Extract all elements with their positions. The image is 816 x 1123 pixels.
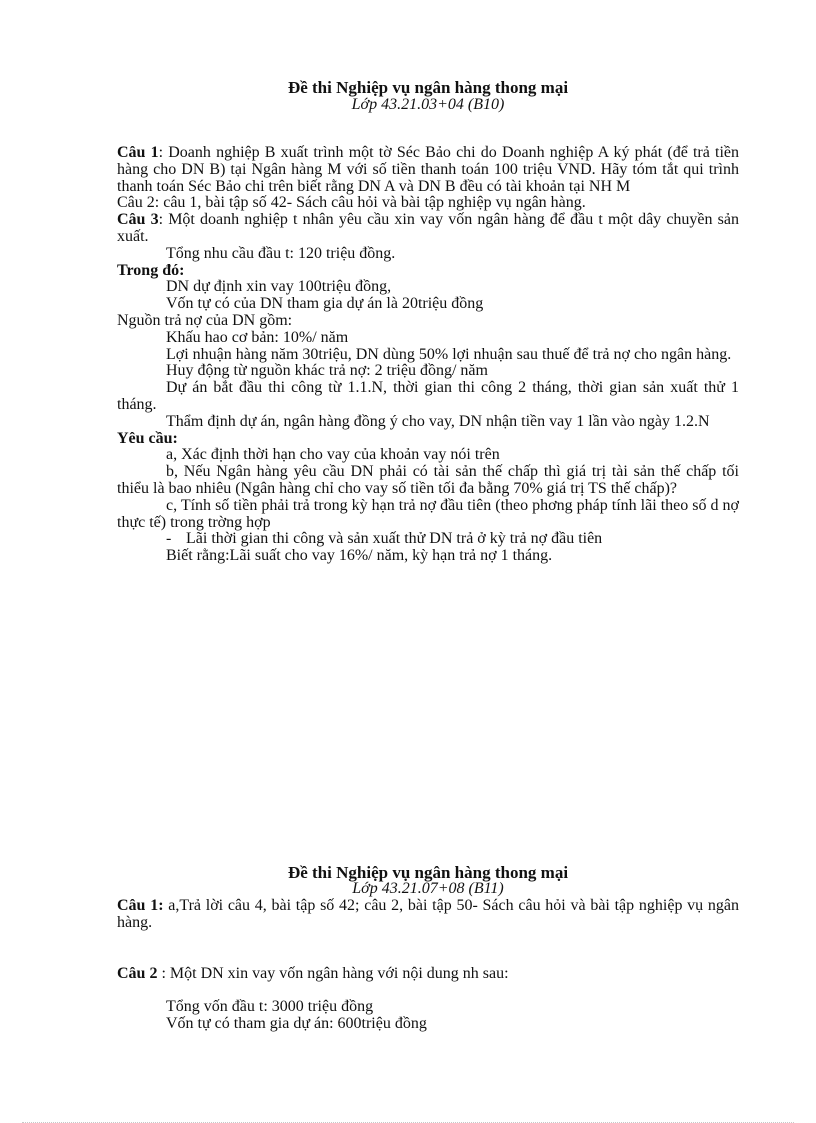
loan-amount: DN dự định xin vay 100triệu đồng,: [166, 278, 392, 296]
exam1-subtitle: Lớp 43.21.03+04 (B10): [351, 96, 505, 113]
exam1-body: [117, 145, 739, 565]
question-3-text: : Một doanh nghiệp t nhân yêu cầu xin vay vốn ngân hàng để đầu t một dây chuyền sản xuất.: [117, 211, 739, 245]
question-3-label: Câu 3: [117, 211, 159, 229]
exam1-title: Đề thi Nghiệp vụ ngân hàng thong mại: [287, 78, 569, 97]
exam2-equity: Vốn tự có tham gia dự án: 600triệu đồng: [166, 1014, 427, 1032]
requirement-c: c, Tính số tiền phải trả trong kỳ hạn trả nợ đầu tiên (theo phơng pháp tính lãi theo số d nợ thực tế) trong trờng hợp: [117, 496, 739, 531]
exam2-subtitle: Lớp 43.21.07+08 (B11): [352, 880, 504, 897]
equity-amount: Vốn tự có của DN tham gia dự án là 20triệu đồng: [166, 295, 484, 313]
project-schedule: Dự án bắt đầu thi công từ 1.1.N, thời gian thi công 2 tháng, thời gian sản xuất thử 1 tháng.: [117, 379, 739, 413]
sources-label: Nguồn trả nợ của DN gồm:: [117, 311, 293, 329]
question-1: [117, 145, 739, 195]
exam2-figures: [117, 999, 739, 1033]
exam2-question-2-label: Câu 2: [117, 965, 158, 982]
requirements-label: Yêu cầu:: [117, 429, 178, 447]
bullet-item: [117, 531, 739, 548]
bullet-text: Lãi thời gian thi công và sản xuất thử DN trả ở kỳ trả nợ đầu tiên: [186, 530, 603, 548]
exam2-question-1-label: Câu 1:: [117, 897, 164, 914]
in-which-label: Trong đó:: [117, 261, 185, 279]
bullet-dash-icon: -: [166, 530, 172, 548]
question-2: Câu 2: câu 1, bài tập số 42- Sách câu hỏi và bài tập nghiệp vụ ngân hàng.: [117, 194, 586, 212]
question-1-text: : Doanh nghiệp B xuất trình một tờ Séc Bảo chi do Doanh nghiệp A ký phát (để trả tiền hàng cho DN B) tại Ngân hàng M với số tiền thanh toán 100 triệu VND. Hãy tóm tắt qui trình thanh toán Séc Bảo chi trên biết rằng DN A và DN B đều có tài khoản tại NH M: [117, 144, 740, 195]
requirement-b: b, Nếu Ngân hàng yêu cầu DN phải có tài sản thế chấp thì giá trị tài sản thế chấp tối thiểu là bao nhiêu (Ngân hàng chỉ cho vay số tiền tối đa bằng 70% giá trị TS thế chấp)?: [117, 463, 739, 497]
exam2-question-2: [117, 966, 739, 983]
exam2-total-investment: Tổng vốn đầu t: 3000 triệu đồng: [166, 998, 374, 1015]
depreciation: Khấu hao cơ bản: 10%/ năm: [166, 328, 349, 346]
total-investment: Tổng nhu cầu đầu t: 120 triệu đồng.: [166, 244, 396, 262]
profit: Lợi nhuận hàng năm 30triệu, DN dùng 50% lợi nhuận sau thuế để trả nợ cho ngân hàng.: [166, 345, 732, 363]
exam2-question-1: [117, 898, 739, 932]
question-3: [117, 212, 739, 246]
exam2-title: Đề thi Nghiệp vụ ngân hàng thong mại: [287, 863, 569, 882]
other-sources: Huy động từ nguồn khác trả nợ: 2 triệu đồng/ năm: [166, 362, 488, 380]
interest-rate: Biết rằng:Lãi suất cho vay 16%/ năm, kỳ hạn trả nợ 1 tháng.: [166, 547, 553, 565]
question-1-label: Câu 1: [117, 144, 159, 161]
exam2-question-2-text: : Một DN xin vay vốn ngân hàng với nội dung nh sau:: [157, 965, 509, 982]
appraisal: Thẩm định dự án, ngân hàng đồng ý cho vay, DN nhận tiền vay 1 lần vào ngày 1.2.N: [166, 412, 710, 430]
exam2-question-1-text: a,Trả lời câu 4, bài tập số 42; câu 2, bài tập 50- Sách câu hỏi và bài tập nghiệp vụ ngân hàng.: [117, 897, 740, 931]
requirement-a: a, Xác định thời hạn cho vay của khoản vay nói trên: [166, 446, 500, 464]
